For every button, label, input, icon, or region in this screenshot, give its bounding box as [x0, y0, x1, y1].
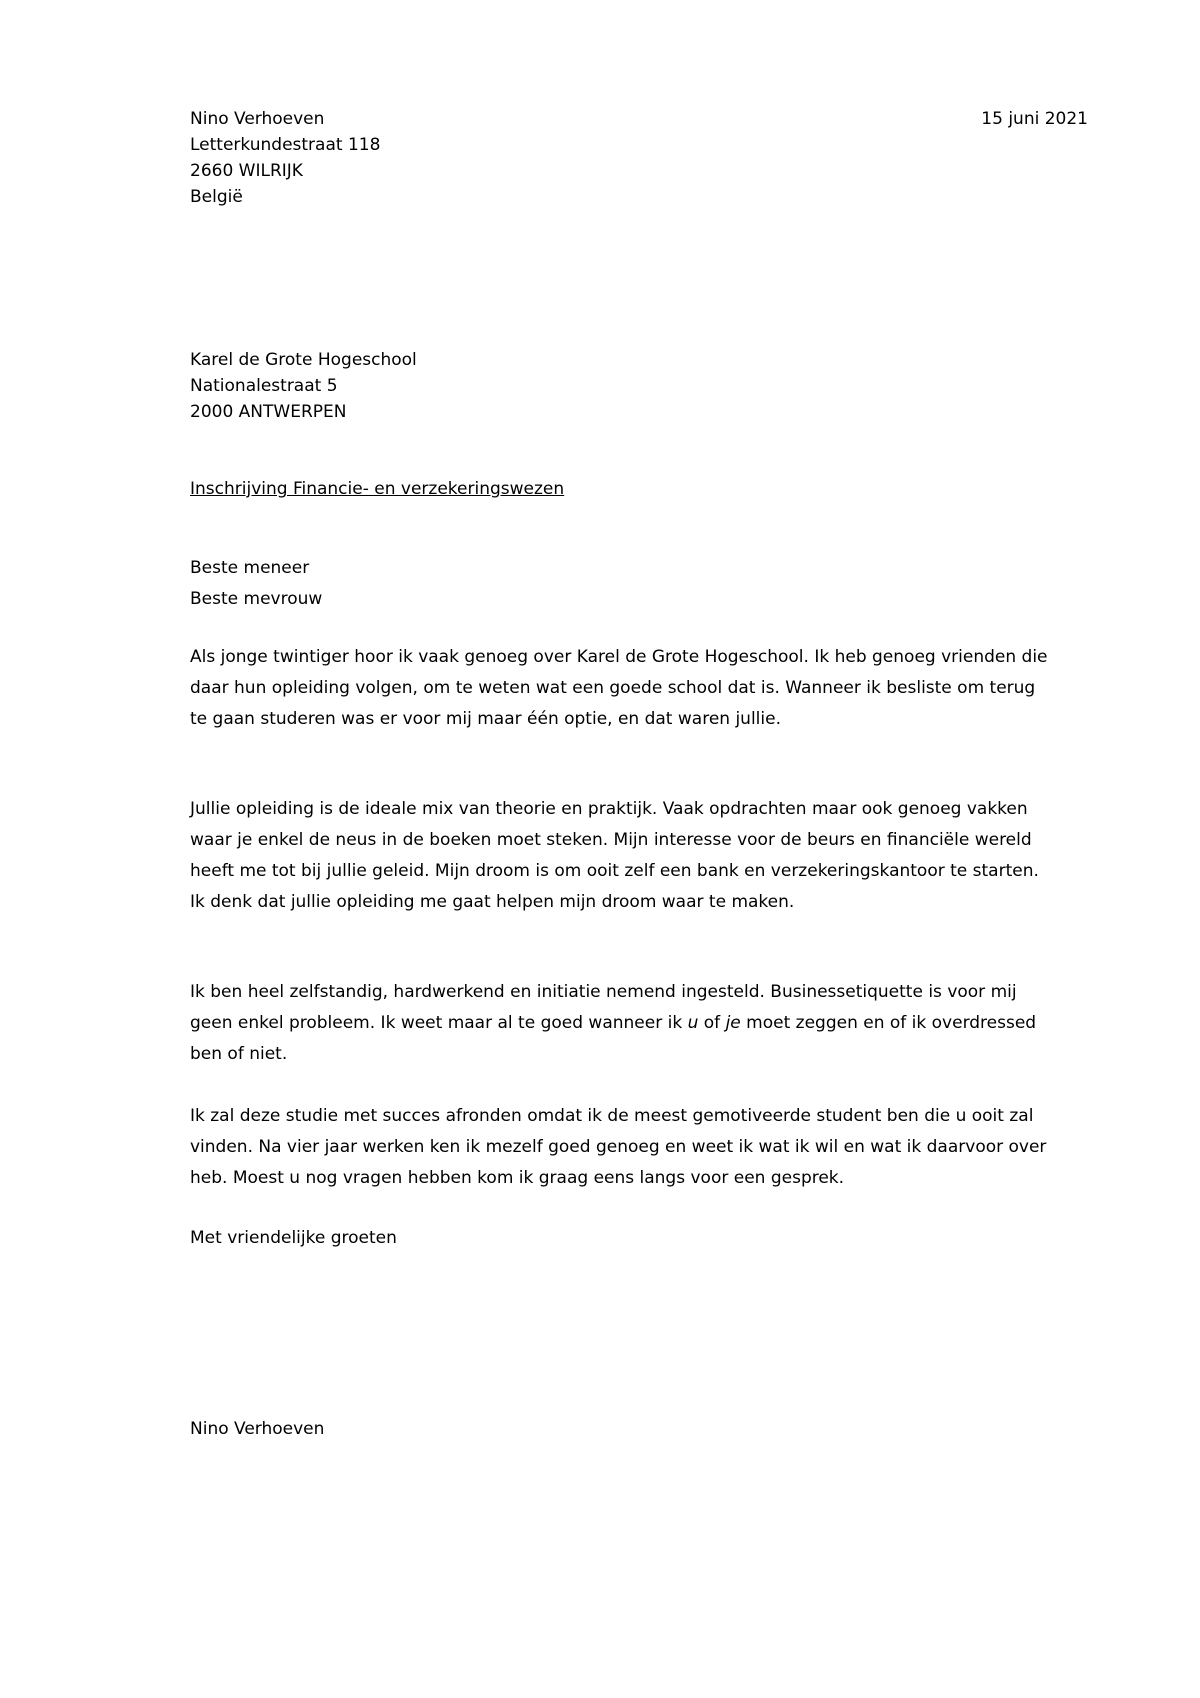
paragraph-line: Jullie opleiding is de ideale mix van theorie en praktijk. Vaak opdrachten maar ook genoeg vakken [190, 799, 1028, 819]
letter-subject: Inschrijving Financie- en verzekeringswezen [190, 479, 565, 499]
text-run: geen enkel probleem. Ik weet maar al te goed wanneer ik [190, 1013, 688, 1033]
paragraph-line: te gaan studeren was er voor mij maar één optie, en dat waren jullie. [190, 709, 781, 729]
recipient-street: Nationalestraat 5 [190, 376, 338, 396]
paragraph-line: daar hun opleiding volgen, om te weten wat een goede school dat is. Wanneer ik besliste om terug [190, 678, 1036, 698]
closing: Met vriendelijke groeten [190, 1228, 397, 1248]
salutation-line-2: Beste mevrouw [190, 589, 323, 609]
paragraph-line: Ik denk dat jullie opleiding me gaat helpen mijn droom waar te maken. [190, 892, 795, 912]
paragraph-line: vinden. Na vier jaar werken ken ik mezelf goed genoeg en weet ik wat ik wil en wat ik daarvoor over [190, 1137, 1047, 1157]
body-paragraph-1 [190, 642, 1110, 735]
letter-date: 15 juni 2021 [981, 109, 1088, 129]
paragraph-line: heeft me tot bij jullie geleid. Mijn droom is om ooit zelf een bank en verzekeringskantoor te starten. [190, 861, 1039, 881]
recipient-name: Karel de Grote Hogeschool [190, 350, 417, 370]
salutation-line-1: Beste meneer [190, 558, 310, 578]
sender-city: 2660 WILRIJK [190, 161, 303, 181]
paragraph-line: waar je enkel de neus in de boeken moet steken. Mijn interesse voor de beurs en financiële wereld [190, 830, 1032, 850]
sender-name: Nino Verhoeven [190, 109, 325, 129]
paragraph-line: Ik zal deze studie met succes afronden omdat ik de meest gemotiveerde student ben die u ooit zal [190, 1106, 1034, 1126]
body-paragraph-4 [190, 1101, 1110, 1194]
italic-je: je [725, 1013, 741, 1033]
signature-name: Nino Verhoeven [190, 1419, 325, 1439]
sender-country: België [190, 187, 243, 207]
sender-street: Letterkundestraat 118 [190, 135, 381, 155]
text-run: moet zeggen en of ik overdressed [740, 1013, 1037, 1033]
paragraph-line: ben of niet. [190, 1044, 288, 1064]
body-paragraph-2 [190, 794, 1110, 918]
recipient-city: 2000 ANTWERPEN [190, 402, 347, 422]
paragraph-line: Ik ben heel zelfstandig, hardwerkend en initiatie nemend ingesteld. Businessetiquette is voor mij [190, 982, 1017, 1002]
text-run: of [698, 1013, 726, 1033]
body-paragraph-3 [190, 977, 1110, 1070]
paragraph-line: Als jonge twintiger hoor ik vaak genoeg over Karel de Grote Hogeschool. Ik heb genoeg vrienden die [190, 647, 1048, 667]
paragraph-line [190, 1008, 1110, 1039]
italic-u: u [687, 1013, 699, 1033]
paragraph-line: heb. Moest u nog vragen hebben kom ik graag eens langs voor een gesprek. [190, 1168, 845, 1188]
